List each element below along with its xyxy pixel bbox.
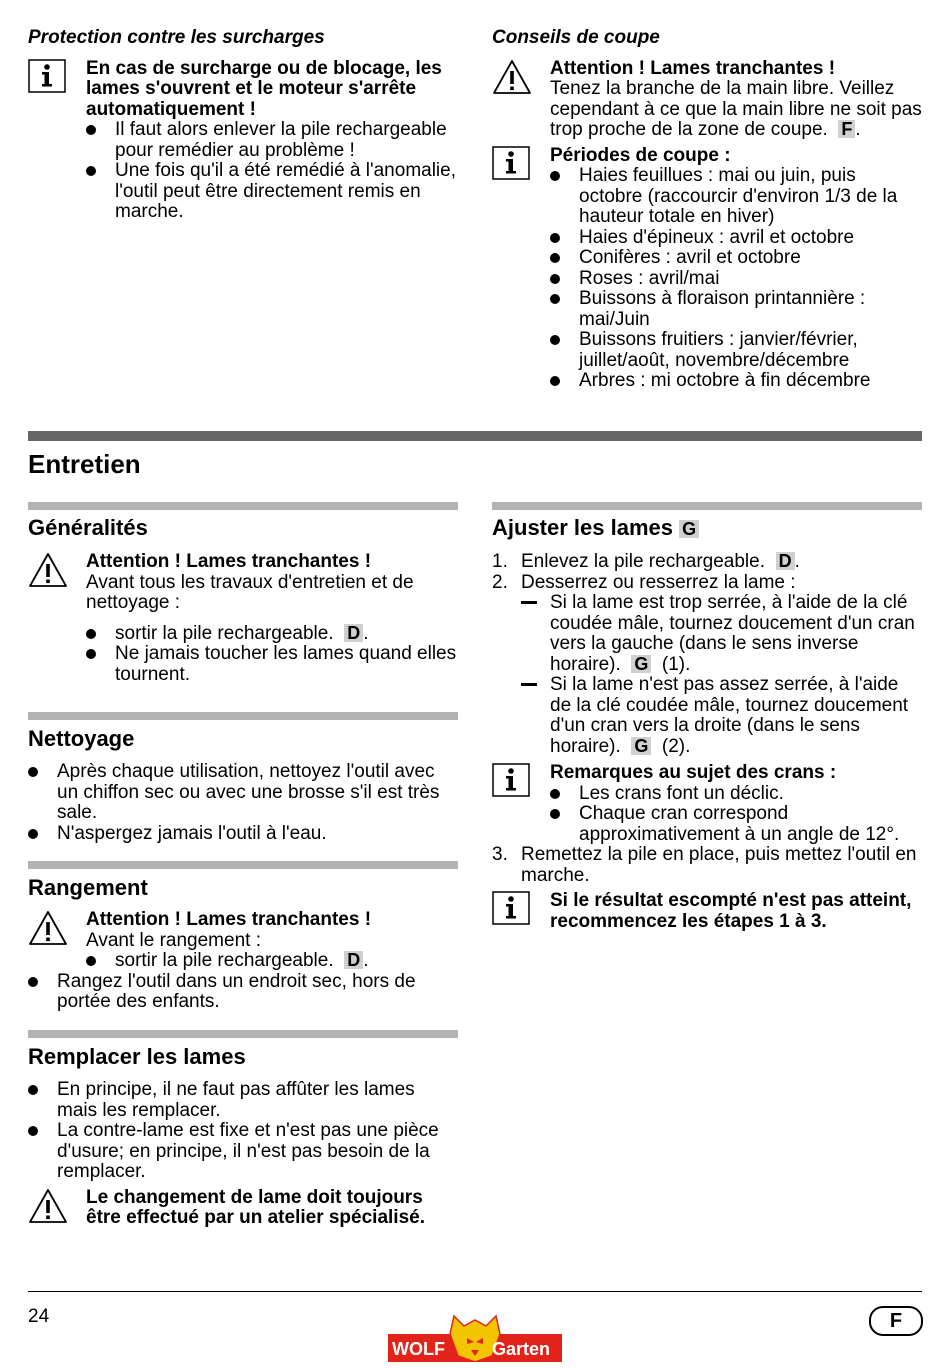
storage-warning-text: Avant le rangement : [86,929,261,951]
logo-right-text: Garten [492,1339,551,1359]
info-icon [492,146,530,186]
adjust-blades-title: Ajuster les lames [492,515,673,540]
list-item: En principe, il ne faut pas affûter les lames mais les remplacer. [28,1080,460,1121]
list-item: sortir la pile rechargeable. D . [86,951,460,972]
adjust-steps-list [492,552,924,757]
list-item: Les crans font un déclic. [550,784,924,805]
storage-section [28,875,460,1013]
list-item-text: sortir la pile rechargeable. [115,950,334,971]
logo-left-text: WOLF [392,1339,445,1359]
figure-ref-suffix: (1). [661,653,691,675]
overload-info-note [28,59,460,223]
step-text: Remettez la pile en place, puis mettez l'outil en marche. [521,844,917,886]
list-item [521,675,924,757]
adjust-blades-section [492,515,924,932]
list-item: Rangez l'outil dans un endroit sec, hors de portée des enfants. [28,972,460,1013]
cutting-periods-list [550,166,924,392]
final-note-text: Si le résultat escompté n'est pas atteint, recommencez les étapes 1 à 3. [550,890,912,932]
warning-icon [492,59,532,101]
cutting-tips-title: Conseils de coupe [492,27,660,48]
footer-divider [28,1291,922,1292]
storage-title: Rangement [28,875,148,900]
overload-protection-section [28,28,460,223]
section-divider [28,712,458,720]
list-item: Chaque cran correspond approximativement à un angle de 12°. [550,804,924,845]
step-text: Desserrez ou resserrez la lame : [521,571,796,593]
language-badge: F [869,1306,923,1336]
cutting-warning-body: Tenez la branche de la main libre. Veillez cependant à ce que la main libre ne soit pas trop proche de la zone de coupe. F . [550,78,922,140]
general-warning-text: Avant tous les travaux d'entretien et de nettoyage : [86,571,414,613]
list-item: 1. Enlevez la pile rechargeable. D . [492,551,800,572]
cutting-warning-note [492,59,924,141]
figure-ref-badge: D [344,951,363,969]
wolf-garten-logo [388,1312,562,1368]
figure-ref-badge: G [679,520,699,538]
general-section [28,515,460,685]
cleaning-title: Nettoyage [28,726,135,751]
cutting-tips-section [492,28,924,392]
cleaning-section [28,726,460,844]
list-item-text: sortir la pile rechargeable. [115,622,334,644]
storage-bullet-list [28,972,460,1013]
storage-warning-title: Attention ! Lames tranchantes ! [86,909,372,930]
list-item: sortir la pile rechargeable. D . [86,624,460,645]
general-bullet-list [86,624,460,686]
info-icon [492,763,530,803]
page-number: 24 [28,1306,50,1327]
list-item: Une fois qu'il a été remédié à l'anomalie, l'outil peut être directement remis en marche. [86,161,460,223]
replace-blades-title: Remplacer les lames [28,1044,246,1069]
list-item: Buissons à floraison printannière : mai/Juin [550,289,924,330]
section-divider [28,861,458,869]
section-divider [28,502,458,510]
list-item: Conifères : avril et octobre [550,248,924,269]
warning-icon [28,1188,68,1230]
list-item [492,573,924,758]
adjust-dash-list [521,593,924,757]
overload-bullet-list [86,120,460,223]
step-number: 1. [492,551,508,572]
info-icon [492,891,530,931]
section-title: Entretien [28,449,141,479]
figure-ref-suffix: (2). [661,735,691,757]
list-item-text: Si la lame est trop serrée, à l'aide de la clé coudée mâle, tournez doucement d'un cran vers la gauche (dans le sens inverse horaire). [550,592,915,675]
list-item: La contre-lame est fixe et n'est pas une pièce d'usure; en principe, il n'est pas besoin de la remplacer. [28,1121,460,1183]
adjust-steps-list-cont [492,845,924,886]
list-item: Arbres : mi octobre à fin décembre [550,371,924,392]
section-divider [492,502,922,510]
step-text: Enlevez la pile rechargeable. [521,551,765,572]
info-icon [28,59,66,99]
figure-ref-badge: F [838,120,855,138]
list-item: Après chaque utilisation, nettoyez l'outil avec un chiffon sec ou avec une brosse s'il est très sale. [28,762,460,824]
replace-blades-section [28,1044,460,1229]
cleaning-bullet-list [28,762,460,844]
replace-warning-text: Le changement de lame doit toujours être effectué par un atelier spécialisé. [86,1186,425,1228]
storage-warning-note [28,910,460,972]
general-title: Généralités [28,515,148,540]
figure-ref-badge: D [344,624,363,642]
step-number: 3. [492,844,508,865]
figure-ref-badge: G [631,655,651,673]
remarks-list [550,784,924,846]
step-number: 2. [492,571,508,593]
overload-note-text: En cas de surcharge ou de blocage, les lames s'ouvrent et le moteur s'arrête automatiquement ! [86,57,442,120]
list-item-text: Si la lame n'est pas assez serrée, à l'aide de la clé coudée mâle, tournez doucement d'un cran vers la droite (dans le sens horaire). [550,674,909,757]
warning-icon [28,910,68,952]
section-divider [28,1030,458,1038]
adjust-blades-heading [492,515,924,541]
list-item: Haies feuillues : mai ou juin, puis octobre (raccourcir d'environ 1/3 de la hauteur totale en hiver) [550,166,924,228]
cutting-periods-note [492,146,924,392]
overload-protection-title: Protection contre les surcharges [28,27,325,48]
list-item [492,845,924,886]
section-divider [28,431,922,441]
cutting-warning-title: Attention ! Lames tranchantes ! [550,57,836,79]
storage-inner-list [86,951,460,972]
list-item: Il faut alors enlever la pile rechargeable pour remédier au problème ! [86,120,460,161]
general-warning-note [28,552,460,685]
general-warning-title: Attention ! Lames tranchantes ! [86,551,372,572]
replace-warning-note [28,1188,460,1229]
final-note [492,891,924,932]
list-item: Ne jamais toucher les lames quand elles tournent. [86,644,460,685]
remarks-note [492,763,924,845]
figure-ref-badge: G [631,737,651,755]
list-item: Haies d'épineux : avril et octobre [550,228,924,249]
list-item: Roses : avril/mai [550,269,924,290]
list-item: N'aspergez jamais l'outil à l'eau. [28,824,460,845]
list-item: Buissons fruitiers : janvier/février, juillet/août, novembre/décembre [550,330,924,371]
cutting-warning-text: Tenez la branche de la main libre. Veillez cependant à ce que la main libre ne soit pas trop proche de la zone de coupe. [550,78,922,140]
cutting-periods-title: Périodes de coupe : [550,144,731,166]
replace-bullet-list [28,1080,460,1183]
figure-ref-badge: D [776,552,795,570]
remarks-title: Remarques au sujet des crans : [550,762,837,783]
warning-icon [28,552,68,594]
list-item [521,593,924,675]
